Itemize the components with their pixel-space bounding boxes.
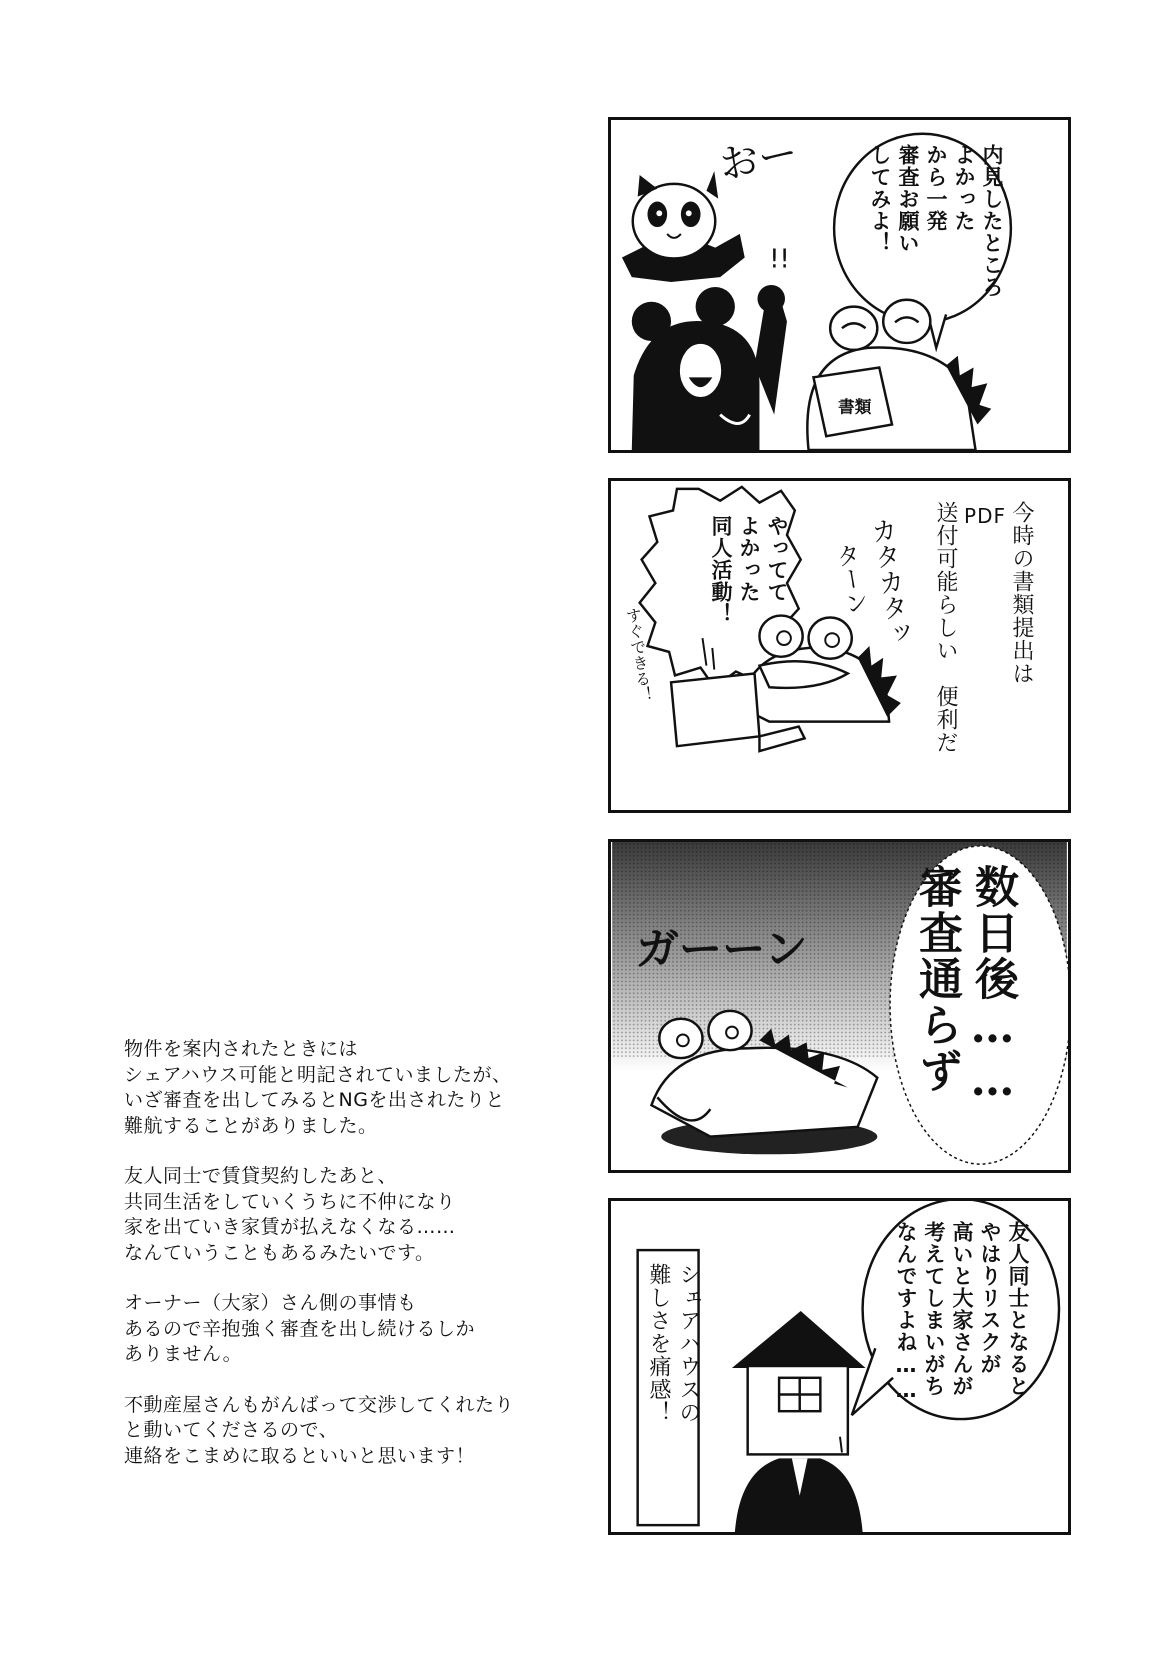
comic-panel-2 (608, 478, 1071, 813)
speech-line: 同人活動！ (709, 515, 733, 625)
prose-line: オーナー（大家）さん側の事情も (124, 1292, 417, 1314)
comic-panel-3 (608, 839, 1071, 1173)
bear-character (632, 285, 787, 450)
speech-line: 内見したところ (980, 144, 1004, 298)
sfx-gaan: ガーーン (635, 924, 808, 975)
prose-line: ありません。 (124, 1343, 243, 1365)
speech-line: から一発 (924, 144, 948, 232)
panel-1-speech (866, 144, 1006, 298)
caption-line: 審査通らず (911, 864, 962, 1094)
comic-panel-4 (608, 1198, 1071, 1535)
prose-paragraph-2 (124, 1164, 564, 1266)
speech-line: やってて (765, 515, 789, 603)
panel-2-speech (707, 515, 791, 625)
speech-line: 審査お願い (896, 144, 920, 254)
house-head-man (732, 1311, 866, 1532)
speech-line: 友人同士となると (1006, 1221, 1030, 1397)
comic-panel-1 (608, 117, 1071, 453)
sfx-tan: ターン (829, 541, 871, 617)
speech-line: なんですよね…… (894, 1221, 918, 1403)
narration-line: 送付可能らしい 便利だ (933, 501, 959, 754)
prose-line: シェアハウス可能と明記されていましたが、 (124, 1063, 512, 1086)
sfx-oo: おー (716, 130, 802, 189)
speech-line: 高いと大家さんが (950, 1221, 974, 1397)
speech-line: やはりリスクが (978, 1221, 1002, 1375)
prose-line: 家を出ていき家賃が払えなくなる…… (124, 1216, 456, 1238)
prose-line: 友人同士で賃貸契約したあと、 (124, 1165, 398, 1187)
prose-paragraph-1 (124, 1037, 564, 1139)
speech-line: 考えてしまいがち (922, 1221, 946, 1397)
prose-block (124, 1037, 564, 1494)
prose-paragraph-4 (124, 1393, 564, 1470)
prose-line: いざ審査を出してみるとNGを出されたりと (124, 1089, 505, 1111)
sfx-typing: カタカタッ (865, 515, 913, 649)
paper-label: 書類 (838, 397, 872, 417)
speech-line: よかった (952, 144, 976, 232)
prose-line: あるので辛抱強く審査を出し続けるしか (124, 1317, 476, 1340)
box-line: 難しさを痛感！ (646, 1263, 671, 1424)
narration-line-latin: PDF (964, 504, 1006, 528)
prose-paragraph-3 (124, 1291, 564, 1368)
caption-line: 数日後…… (967, 864, 1018, 1108)
speech-line: してみよ！ (868, 144, 892, 254)
prose-line: 難航することがありました。 (124, 1114, 378, 1137)
prose-line: 物件を案内されたときには (124, 1038, 359, 1060)
frog-character (740, 616, 901, 722)
box-line: シェアハウスの (676, 1263, 701, 1424)
documents-icon (813, 368, 892, 437)
prose-line: 共同生活をしていくうちに不仲になり (124, 1190, 456, 1213)
speech-line: よかった (737, 515, 761, 603)
panel-3-caption (908, 864, 1020, 1108)
prose-line: と動いてくださるので、 (124, 1419, 339, 1441)
panel-2-narration (930, 501, 1036, 754)
aside-text: すぐできる！ (622, 606, 655, 704)
panel-4-speech (892, 1221, 1032, 1403)
sfx-exclaim: !! (769, 244, 790, 275)
narration-line: 今時の書類提出は (1009, 501, 1034, 685)
prose-line: 不動産屋さんもがんばって交渉してくれたり (124, 1393, 515, 1416)
prose-line: 連絡をこまめに取るといいと思います！ (124, 1444, 476, 1467)
panel-4-box-text (643, 1263, 703, 1424)
prose-line: なんていうこともあるみたいです。 (124, 1241, 435, 1264)
